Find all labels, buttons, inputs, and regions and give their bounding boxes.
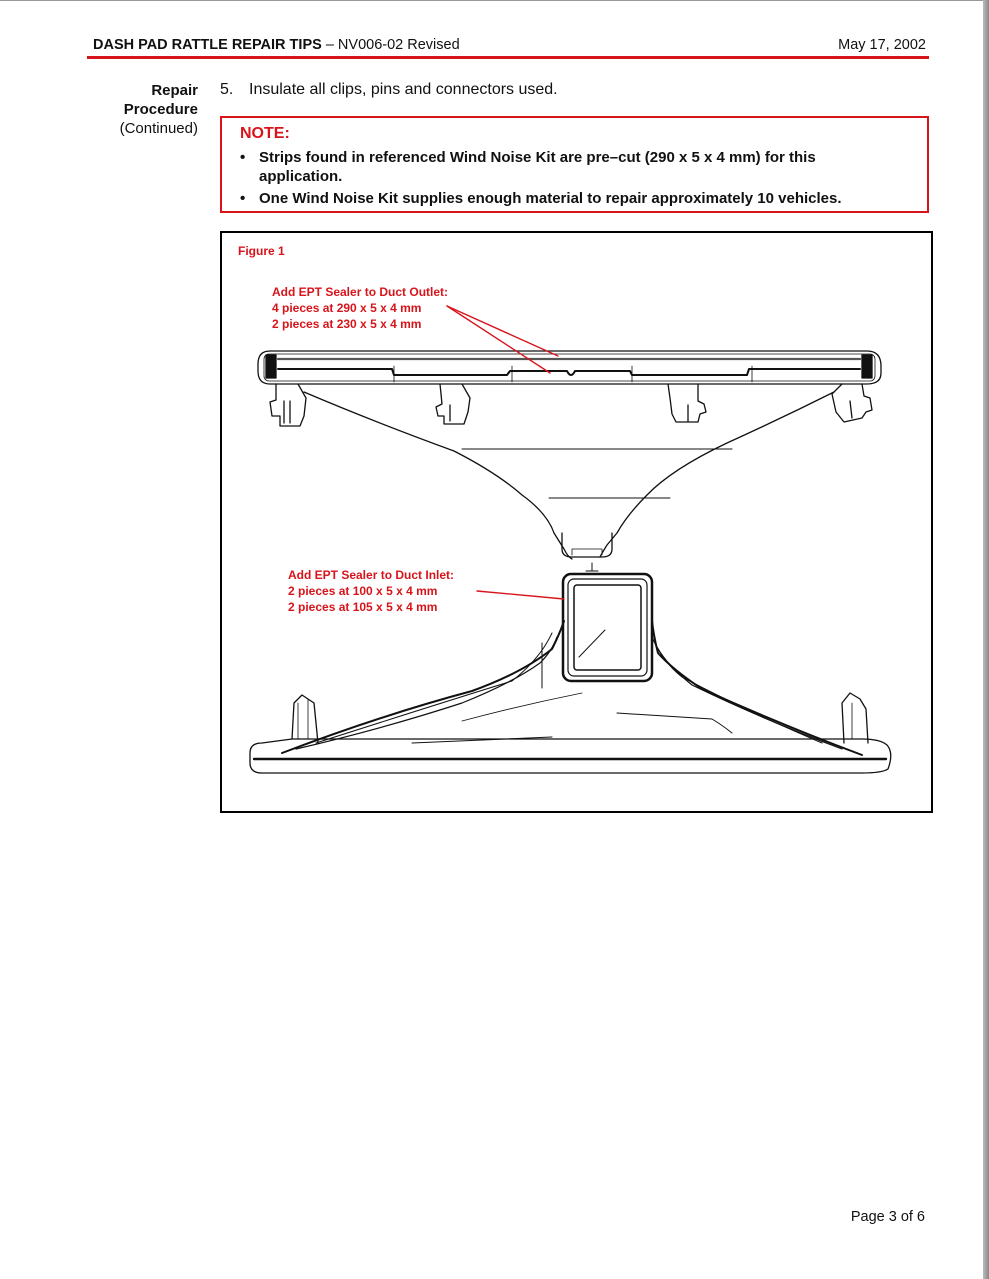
note-bullet-text: Strips found in referenced Wind Noise Kit are pre–cut (290 x 5 x 4 mm) for this application. [259, 149, 816, 185]
header-doc-number: NV006-02 Revised [337, 37, 460, 53]
step-text: Insulate all clips, pins and connectors used. [249, 81, 558, 98]
outlet-callout [272, 284, 448, 332]
outlet-callout-line: 2 pieces at 230 x 5 x 4 mm [272, 317, 422, 331]
header-title: DASH PAD RATTLE REPAIR TIPS [93, 37, 322, 53]
note-bullet [240, 189, 900, 208]
note-bullet-text: One Wind Noise Kit supplies enough material to repair approximately 10 vehicles. [259, 190, 842, 207]
inlet-callout-title: Add EPT Sealer to Duct Inlet: [288, 568, 455, 582]
outlet-callout-title: Add EPT Sealer to Duct Outlet: [272, 285, 449, 299]
procedure-step [220, 81, 558, 99]
window-right-edge [983, 0, 989, 1279]
step-number: 5. [220, 81, 234, 98]
outlet-callout-line: 4 pieces at 290 x 5 x 4 mm [272, 301, 422, 315]
sidebar-line-continued: (Continued) [119, 120, 198, 137]
inlet-callout-line: 2 pieces at 100 x 5 x 4 mm [288, 584, 438, 598]
document-header-title [93, 37, 460, 53]
inlet-callout [288, 567, 454, 615]
note-bullet [240, 148, 900, 186]
note-title: NOTE: [240, 125, 290, 142]
page-number: Page 3 of 6 [850, 1209, 925, 1225]
note-bullet-list [240, 148, 900, 211]
header-rule [87, 56, 929, 59]
inlet-callout-line: 2 pieces at 105 x 5 x 4 mm [288, 600, 438, 614]
figure-label: Figure 1 [238, 244, 285, 258]
duct-outlet-drawing [258, 351, 881, 559]
note-box [220, 116, 929, 213]
callout-leader-lines [447, 306, 564, 599]
bullet-icon: • [240, 190, 246, 207]
section-sidebar [120, 81, 198, 138]
header-separator: – [321, 37, 338, 53]
header-date: May 17, 2002 [838, 37, 926, 53]
sidebar-line-procedure: Procedure [123, 101, 198, 118]
window-top-edge [0, 0, 989, 1]
bullet-icon: • [240, 149, 246, 166]
sidebar-line-repair: Repair [151, 82, 198, 99]
figure-1 [220, 231, 933, 813]
